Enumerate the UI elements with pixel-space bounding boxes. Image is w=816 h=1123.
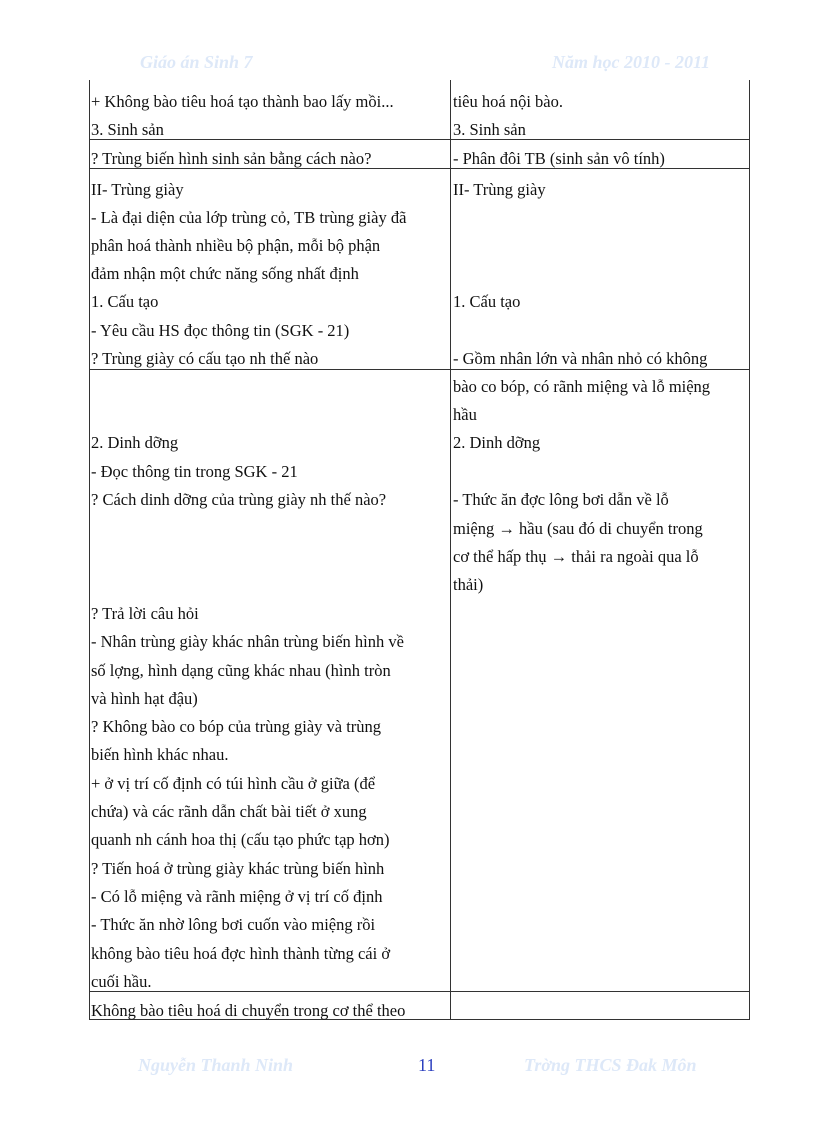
answer-line: - Phân đôi TB (sinh sản vô tính) xyxy=(453,149,665,168)
table-cell-line: tiêu hoá nội bào. xyxy=(453,92,563,111)
question-line: ? Trùng giày có cấu tạo nh thế nào xyxy=(91,349,319,368)
table-cell-line: - Nhân trùng giày khác nhân trùng biến hình về xyxy=(91,632,404,651)
footer-school: Trờng THCS Đak Môn xyxy=(524,1055,697,1075)
answer-line: - Gồm nhân lớn và nhân nhỏ có không xyxy=(453,349,708,368)
table-cell-line: Không bào tiêu hoá di chuyển trong cơ thể theo xyxy=(91,1001,406,1020)
row-divider xyxy=(89,369,750,370)
table-cell-line: - Đọc thông tin trong SGK - 21 xyxy=(91,462,298,481)
row-divider xyxy=(89,991,750,992)
table-border-right xyxy=(749,80,750,1020)
section-heading: 2. Dinh dỡng xyxy=(453,433,541,452)
table-cell-line: chứa) và các rãnh dẫn chất bài tiết ở xung xyxy=(91,802,367,821)
table-cell-line: + ở vị trí cố định có túi hình cầu ở giữa (để xyxy=(91,774,376,793)
table-cell-line: đảm nhận một chức năng sống nhất định xyxy=(91,264,359,283)
header-school-year: Năm học 2010 - 2011 xyxy=(552,52,711,72)
question-line: ? Cách dinh dỡng của trùng giày nh thế nào? xyxy=(91,490,387,509)
row-divider xyxy=(89,139,750,140)
question-line: ? Tiến hoá ở trùng giày khác trùng biến hình xyxy=(91,859,385,878)
table-cell-line: không bào tiêu hoá đợc hình thành từng cái ở xyxy=(91,944,391,963)
answer-line: bào co bóp, có rãnh miệng và lỗ miệng xyxy=(453,377,711,396)
table-cell-line: + Không bào tiêu hoá tạo thành bao lấy mồi... xyxy=(91,92,394,111)
answer-line: cơ thể hấp thụ → thải ra ngoài qua lỗ xyxy=(453,547,699,566)
page-number: 11 xyxy=(418,1055,436,1075)
table-cell-line: - Yêu cầu HS đọc thông tin (SGK - 21) xyxy=(91,321,350,340)
header-subject: Giáo án Sinh 7 xyxy=(140,52,253,72)
table-cell-line: quanh nh cánh hoa thị (cấu tạo phức tạp hơn) xyxy=(91,830,390,849)
answer-line: miệng → hầu (sau đó di chuyển trong xyxy=(453,519,703,538)
section-heading: 1. Cấu tạo xyxy=(453,292,521,311)
table-cell-line: biến hình khác nhau. xyxy=(91,745,229,764)
footer-author: Nguyễn Thanh Ninh xyxy=(138,1055,294,1075)
table-cell-line: - Có lỗ miệng và rãnh miệng ở vị trí cố định xyxy=(91,887,383,906)
table-cell-line: cuối hầu. xyxy=(91,972,152,991)
table-cell-line: và hình hạt đậu) xyxy=(91,689,198,708)
section-heading: 2. Dinh dỡng xyxy=(91,433,179,452)
question-line: ? Không bào co bóp của trùng giày và trùng xyxy=(91,717,382,736)
section-heading: 1. Cấu tạo xyxy=(91,292,159,311)
answer-line: hầu xyxy=(453,405,477,424)
table-cell-line: - Thức ăn nhờ lông bơi cuốn vào miệng rồi xyxy=(91,915,376,934)
question-line: ? Trùng biến hình sinh sản bằng cách nào? xyxy=(91,149,372,168)
section-heading: 3. Sinh sản xyxy=(91,120,164,139)
table-cell-line: số lợng, hình dạng cũng khác nhau (hình tròn xyxy=(91,661,391,680)
question-line: ? Trả lời câu hỏi xyxy=(91,604,199,623)
table-cell-line: phân hoá thành nhiều bộ phận, mỗi bộ phận xyxy=(91,236,381,255)
section-heading: 3. Sinh sản xyxy=(453,120,526,139)
table-border-left xyxy=(89,80,90,1020)
table-cell-line: - Là đại diện của lớp trùng cỏ, TB trùng giày đã xyxy=(91,208,407,227)
answer-line: thải) xyxy=(453,575,484,594)
table-border-middle xyxy=(450,80,451,1020)
answer-line: - Thức ăn đợc lông bơi dẫn về lỗ xyxy=(453,490,669,509)
section-heading: II- Trùng giày xyxy=(453,180,546,199)
section-heading: II- Trùng giày xyxy=(91,180,184,199)
